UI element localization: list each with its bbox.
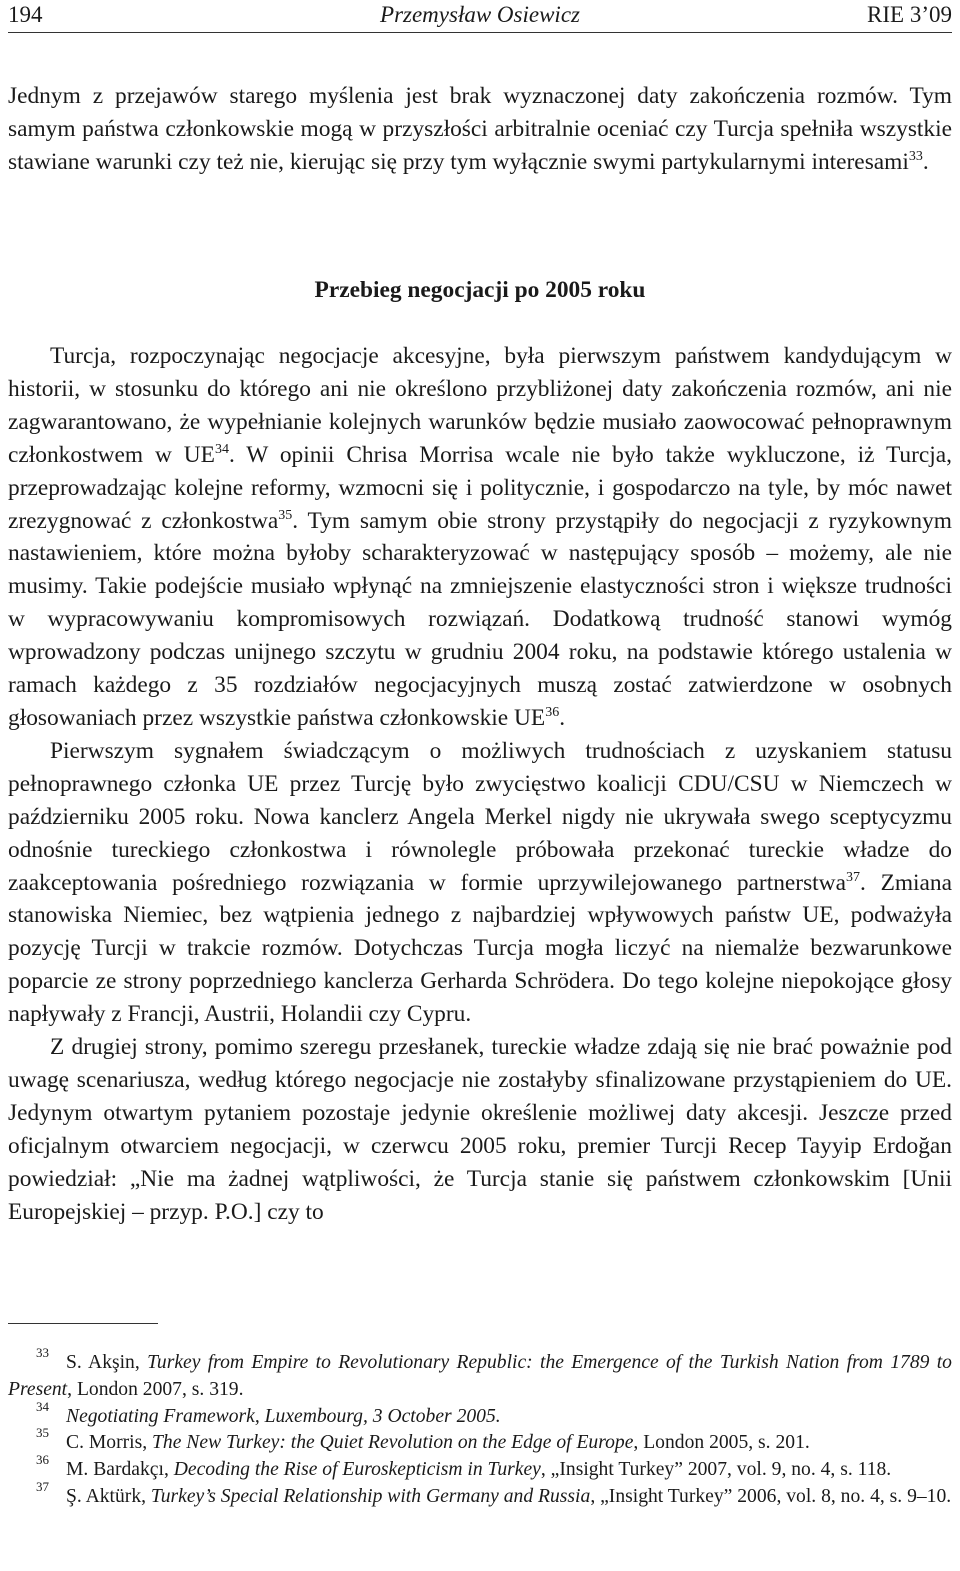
footnote: 35 C. Morris, The New Turkey: the Quiet Revolution on the Edge of Europe, London 2005, s. 201. bbox=[36, 1425, 810, 1454]
header-author: Przemysław Osiewicz bbox=[380, 2, 580, 27]
footnote-title: Turkey’s Special Relationship with Germany and Russia bbox=[150, 1485, 591, 1507]
footnote-ref-37[interactable]: 37 bbox=[845, 869, 860, 885]
footnote-number: 36 bbox=[36, 1452, 49, 1468]
footnote-title: Turkey from Empire to Revolutionary Republic: the Emergence of the Turkish Nation from 1789 to Present bbox=[8, 1352, 952, 1400]
footnote-ref-33[interactable]: 33 bbox=[908, 148, 923, 164]
footnote-title: Decoding the Rise of Euroskepticism in Turkey bbox=[173, 1459, 541, 1481]
footnote-title: The New Turkey: the Quiet Revolution on the Edge of Europe bbox=[152, 1432, 634, 1454]
header-journal: RIE 3’09 bbox=[867, 2, 952, 27]
footnotes bbox=[8, 1345, 952, 1511]
paragraph-1: Turcja, rozpoczynając negocjacje akcesyjne, była pierwszym państwem kandydującym w historii, w stosunku do którego ani nie określono przybliżonej daty zakończenia rozmów, ani nie zagwarantowano, że wypełnianie kolejnych warunków będzie musiało zaowocować pełnoprawnym członkostwem w UE$^{34}$. W opinii Chrisa Morrisa wcale nie było także wykluczone, iż Turcja, przeprowadzając kolejne reformy, wzmocni się i politycznie, i gospodarczo na tyle, by móc nawet zrezygnować z członkostwa$^{35}$. Tym samym obie strony przystąpiły do negocjacji z ryzykownym nastawieniem, które można byłoby scharakteryzować w następujący sposób – możemy, ale nie musimy. Takie podejście musiało wpłynąć na zmniejszenie elastyczności stron i większe trudności w wypracowywaniu kompromisowych rozwiązań. Dodatkową trudność stanowi wymóg wprowadzony podczas unijnego szczytu w grudniu 2004 roku, na podstawie którego ustalenia w ramach każdego z 35 rozdziałów negocjacyjnych muszą zostać zatwierdzone w osobnych głosowaniach przez wszystkie państwa członkowskie UE$^{36}$. bbox=[8, 343, 952, 731]
footnote: 33 S. Akşin, Turkey from Empire to Revolutionary Republic: the Emergence of the Turkish Nation from 1789 to Present, London 2007, s. 319. bbox=[8, 1345, 952, 1400]
footnote: 37 Ş. Aktürk, Turkey’s Special Relationship with Germany and Russia, „Insight Turkey” 2006, vol. 8, no. 4, s. 9–10. bbox=[36, 1478, 952, 1507]
main-text bbox=[8, 340, 952, 1228]
footnote-number: 33 bbox=[36, 1345, 49, 1360]
footnote-ref-34[interactable]: 34 bbox=[214, 441, 229, 457]
running-header bbox=[8, 0, 952, 33]
intro-paragraph: Jednym z przejawów starego myślenia jest brak wyznaczonej daty zakończenia rozmów. Tym samym państwa członkowskie mogą w przyszłości arbitralnie oceniać czy Turcja spełniła wszystkie stawiane warunki czy też nie, kierując się przy tym wyłącznie swymi partykularnymi interesami$^{33}$. bbox=[8, 83, 952, 175]
footnote-ref-36[interactable]: 36 bbox=[545, 704, 560, 720]
footnote-number: 34 bbox=[36, 1398, 49, 1414]
paragraph-2: Pierwszym sygnałem świadczącym o możliwych trudnościach z uzyskaniem statusu pełnoprawnego członka UE przez Turcję było zwycięstwo koalicji CDU/CSU w Niemczech w październiku 2005 roku. Nowa kanclerz Angela Merkel nigdy nie ukrywała swego sceptycyzmu odnośnie tureckiego członkostwa i równolegle próbowała przekonać tureckie władze do zaakceptowania pośredniego rozwiązania w formie uprzywilejowanego partnerstwa$^{37}$. Zmiana stanowiska Niemiec, bez wątpienia jednego z najbardziej wpływowych państw UE, podważyła pozycję Turcji w trakcie rozmów. Dotychczas Turcja mogła liczyć na niemalże bezwarunkowe poparcie ze strony poprzedniego kanclerza Gerharda Schrödera. Do tego kolejne niepokojące głosy napływały z Francji, Austrii, Holandii czy Cypru. bbox=[8, 737, 953, 1028]
paragraph-3: Z drugiej strony, pomimo szeregu przesłanek, tureckie władze zdają się nie brać poważnie pod uwagę scenariusza, według którego negocjacje nie zostałyby sfinalizowane przystąpieniem do UE. Jedynym otwartym pytaniem pozostaje jedynie określenie możliwej daty akcesji. Jeszcze przed oficjalnym otwarciem negocjacji, w czerwcu 2005 roku, premier Turcji Recep Tayyip Erdoğan powiedział: „Nie ma żadnej wątpliwości, że Turcja stanie się państwem członkowskim [Unii Europejskiej – przyp. P.O.] czy to bbox=[8, 1034, 952, 1225]
footnote: 36 M. Bardakçı, Decoding the Rise of Euroskepticism in Turkey, „Insight Turkey” 2007, vol. 9, no. 4, s. 118. bbox=[36, 1452, 892, 1481]
header-page-number: 194 bbox=[8, 2, 43, 27]
footnote-divider bbox=[8, 1323, 158, 1324]
footnote-number: 35 bbox=[36, 1425, 49, 1441]
footnote bbox=[8, 1398, 952, 1431]
intro-text: Jednym z przejawów starego myślenia jest brak wyznaczonej daty zakończenia rozmów. Tym samym państwa członkowskie mogą w przyszłości arbitralnie oceniać czy Turcja spełniła wszystkie stawiane warunki czy też nie, kierując się przy tym wyłącznie swymi partykularnymi interesami bbox=[8, 83, 952, 175]
section-heading: Przebieg negocjacji po 2005 roku bbox=[314, 277, 646, 303]
footnote-title: Negotiating Framework, Luxembourg, 3 October 2005. bbox=[66, 1405, 501, 1427]
footnote-number: 37 bbox=[36, 1478, 49, 1494]
footnote-ref-35[interactable]: 35 bbox=[278, 507, 293, 523]
